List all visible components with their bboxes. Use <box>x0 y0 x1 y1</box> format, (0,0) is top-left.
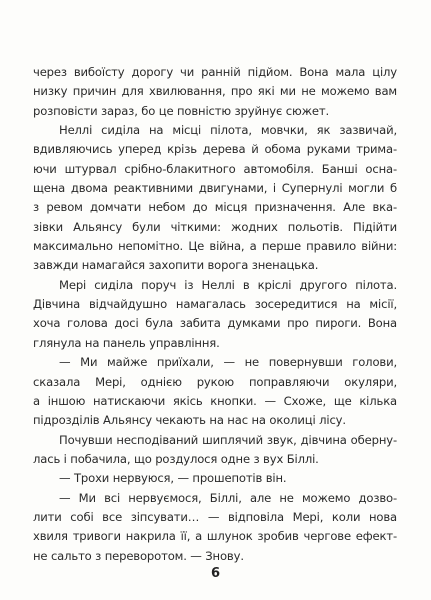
page-number: 6 <box>210 566 221 581</box>
text-line: хвиля тривоги накрила її, а шлунок зробив чергове ефект- <box>33 529 397 544</box>
text-line: зівки Альянсу були чіткими: жодних польотів. Підійти <box>33 219 397 234</box>
text-line: не сальто з переворотом. — Знову. <box>33 548 244 563</box>
text-line: сказала Мері, однією рукою поправляючи окуляри, <box>33 374 397 389</box>
text-line: лась і побачила, що роздулося одне з вух Біллі. <box>33 451 319 466</box>
text-line: а іншою натискаючи якісь кнопки. — Схоже, ще кілька <box>33 393 397 408</box>
text-line: хоча голова досі була забита думками про пироги. Вона <box>33 316 397 331</box>
text-line: низку причин для хвилювання, про які ми не можемо вам <box>33 84 397 99</box>
text-line: глянула на панель управління. <box>33 335 220 350</box>
text-line: щена двома реактивними двигунами, і Супернулі могли б <box>33 181 397 196</box>
text-line: Дівчина відчайдушно намагалась зосередитися на місії, <box>33 297 397 312</box>
text-line: через вибоїсту дорогу чи ранній підйом. Вона мала цілу <box>33 65 397 79</box>
text-line: завжди намагайся захопити ворога зненацька. <box>33 258 319 273</box>
text-line: Почувши несподіваний шиплячий звук, дівчина оберну- <box>59 432 397 447</box>
text-line: підрозділів Альянсу чекають на нас на околиці лісу. <box>33 413 346 428</box>
text-line: з ревом домчати небом до місця призначення. Але вка- <box>33 200 397 215</box>
text-line: ючи штурвал срібно-блакитного автомобіля. Банші осна- <box>33 161 397 176</box>
text-line: максимально непомітно. Це війна, а перше правило війни: <box>33 239 397 254</box>
text-line: — Ми всі нервуємося, Біллі, але не можемо дозво- <box>59 490 397 505</box>
text-line: Мері сиділа поруч із Неллі в кріслі другого пілота. <box>59 277 397 292</box>
text-line: розповісти зараз, бо це повністю зруйнує сюжет. <box>33 103 329 118</box>
text-line: лити собі все зіпсувати… — відповіла Мері, коли нова <box>33 509 397 524</box>
text-line: — Ми майже приїхали, — не повернувши голови, <box>59 355 397 370</box>
text-line: — Трохи нервуюся, — прошепотів він. <box>59 471 287 486</box>
body-text <box>33 63 397 566</box>
text-line: Неллі сиділа на місці пілота, мовчки, як зазвичай, <box>59 123 397 138</box>
text-line: вдивляючись уперед крізь дерева й обома руками трима- <box>33 142 397 157</box>
